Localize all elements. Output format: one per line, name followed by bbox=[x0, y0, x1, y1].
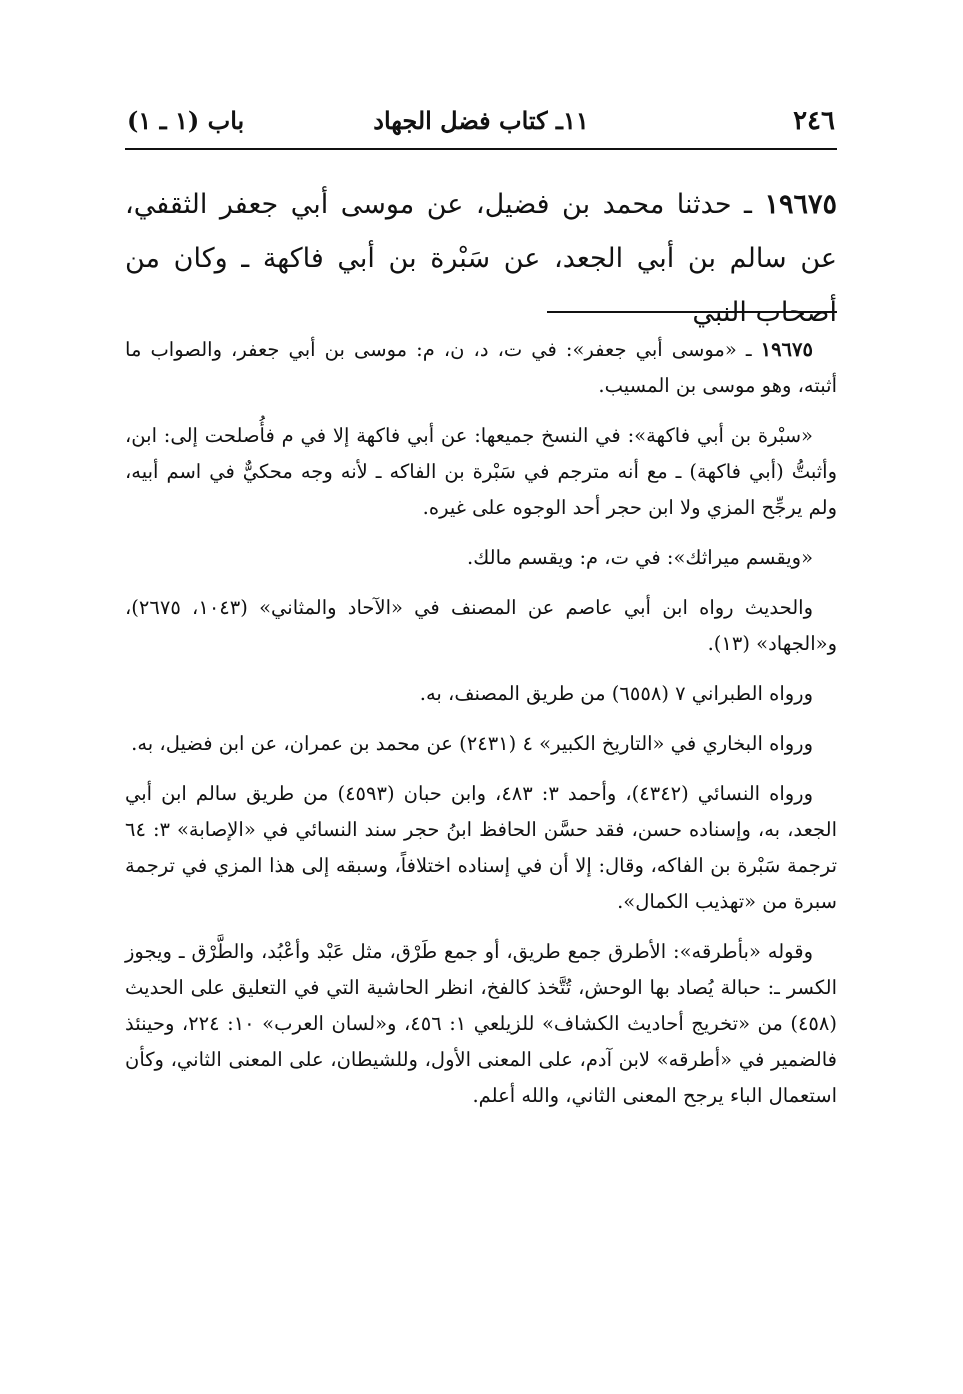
footnotes bbox=[125, 332, 837, 1128]
footnote-text: ـ «موسى أبي جعفر»: في ت، د، ن، م: موسى بن أبي جعفر، والصواب ما أثبته، وهو موسى بن المسيب. bbox=[125, 338, 837, 397]
hadith-number: ١٩٦٧٥ bbox=[764, 189, 837, 220]
footnote-6: ورواه البخاري في «التاريخ الكبير» ٤ (٢٤٣١) عن محمد بن عمران، عن ابن فضيل، به. bbox=[131, 732, 813, 755]
footnote-4: والحديث رواه ابن أبي عاصم عن المصنف في «الآحاد والمثاني» (١٠٤٣، ٢٦٧٥)، و«الجهاد» (١٣). bbox=[125, 596, 837, 655]
footnote-1 bbox=[125, 332, 837, 404]
section-label: باب (١ ـ ١) bbox=[127, 106, 245, 135]
header-divider bbox=[125, 148, 837, 150]
page-header bbox=[125, 100, 837, 144]
hadith-text bbox=[125, 178, 837, 340]
footnote-3: «ويقسم ميراثك»: في ت، م: ويقسم مالك. bbox=[467, 546, 813, 569]
book-title: ١١ـ كتاب فضل الجهاد bbox=[373, 106, 589, 135]
page-number: ٢٤٦ bbox=[793, 106, 835, 136]
footnote-number: ١٩٦٧٥ bbox=[760, 338, 813, 361]
footnote-8: وقوله «بأطرقه»: الأطرق جمع طريق، أو جمع طَرْق، مثل عَبْد وأعْبُد، والطَّرْق ـ ويجوز الكسر ـ: حبالة يُصاد بها الوحش، تُتَّخذ كالفخ، انظر الحاشية التي في التعليق على الحديث (٤٥٨) من «تخريج أحاديث الكشاف» للزيلعي ١: ٤٥٦، و«لسان العرب» ١٠: ٢٢٤، وحينئذ فالضمير في «أطرقه» لابن آدم، على المعنى الأول، وللشيطان، على المعنى الثاني، وكأن استعمال الباء يرجح المعنى الثاني، والله أعلم. bbox=[125, 940, 837, 1107]
footnote-2: «سبْرة بن أبي فاكهة»: في النسخ جميعها: عن أبي فاكهة إلا في م فأُصلحت إلى: ابن، وأثبتُّ (أبي فاكهة) ـ مع أنه مترجم في سَبْرة بن الفاكه ـ لأنه وجه محكيٌّ في اسم أبيه، ولم يرجِّح المزي ولا ابن حجر أحد الوجوه على غيره. bbox=[125, 424, 837, 519]
footnote-5: ورواه الطبراني ٧ (٦٥٥٨) من طريق المصنف، به. bbox=[419, 682, 813, 705]
hadith-body: ـ حدثنا محمد بن فضيل، عن موسى أبي جعفر الثقفي، عن سالم بن أبي الجعد، عن سَبْرة بن أبي فاكهة ـ وكان من أصحاب النبي bbox=[125, 189, 837, 328]
footnote-7: ورواه النسائي (٤٣٤٢)، وأحمد ٣: ٤٨٣، وابن حبان (٤٥٩٣) من طريق سالم ابن أبي الجعد، به، وإسناده حسن، فقد حسَّن الحافظ ابنُ حجر سند النسائي في «الإصابة» ٣: ٦٤ ترجمة سَبْرة بن الفاكه، وقال: إلا أن في إسناده اختلافاً، وسبقه إلى هذا المزي في ترجمة سبرة من «تهذيب الكمال». bbox=[125, 782, 837, 913]
footnote-divider bbox=[547, 311, 837, 313]
